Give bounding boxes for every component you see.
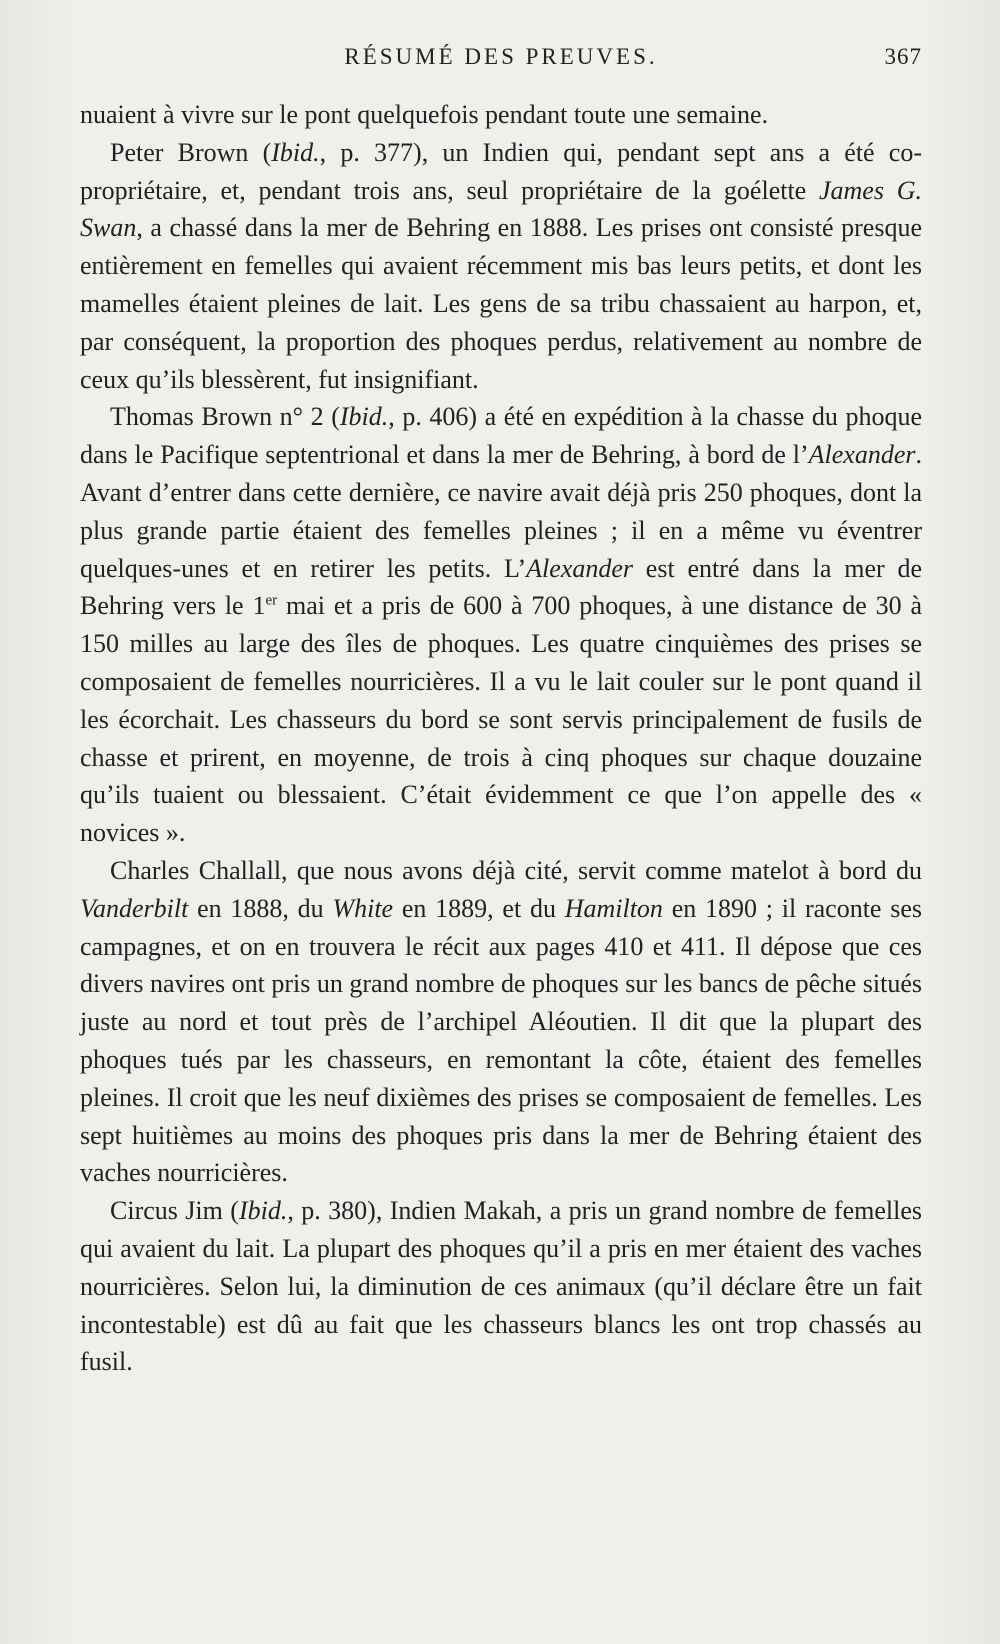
italic-run: Alexander [526,553,634,583]
italic-run: James G. Swan [80,175,922,243]
text-run: , p. 380), Indien Makah, a pris un grand nombre de femelles qui avaient du lait. La plupart des phoques qu’il a pris en mer étaient des vaches nourricières. Selon lui, la diminution de ces animaux (qu’il déclare être un fait incontestable) est dû au fait que les chasseurs blancs les ont trop chassés au fusil. [80,1196,923,1377]
italic-run: Ibid. [271,137,320,167]
text-run: nuaient à vivre sur le pont quelquefois pendant toute une semaine. [80,100,769,129]
text-run: , a chassé dans la mer de Behring en 1888. Les prises ont consisté presque entièrement en femelles qui avaient récemment mis bas leurs petits, et dont les mamelles étaient pleines de lait. Les gens de sa tribu chassaient au harpon, et, par conséquent, la proportion des phoques perdus, relativement au nombre de ceux qu’ils blessèrent, fut insignifiant. [80,213,922,394]
text-run: Charles Challall, que nous avons déjà cité, servit comme matelot à bord du [110,855,922,885]
text-run: en 1889, et du [393,893,565,923]
paragraph-1 [80,96,922,134]
body-text [80,96,922,1381]
text-run: Circus Jim ( [110,1196,239,1226]
superscript-run: er [265,592,278,609]
text-run: mai et a pris de 600 à 700 phoques, à une distance de 30 à 150 milles au large des îles de phoques. Les quatre cinquièmes des prises se composaient de femelles nourricières. Il a vu le lait couler sur le pont quand il les écorchait. Les chasseurs du bord se sont servis principalement de fusils de chasse et prirent, en moyenne, de trois à cinq phoques sur chaque douzaine qu’ils tuaient ou blessaient. C’était évidemment ce que l’on appelle des « novices ». [80,591,923,848]
text-run: , p. 377), un Indien qui, pendant sept ans a été co-propriétaire, et, pendant trois ans, seul propriétaire de la goélette [80,137,922,205]
running-title: RÉSUMÉ DES PREUVES. [344,44,658,69]
page-number: 367 [884,44,922,69]
paragraph-3 [80,398,922,852]
italic-run: Hamilton [564,893,663,923]
text-run: en 1890 ; il raconte ses campagnes, et on en trouvera le récit aux pages 410 et 411. Il dépose que ces divers navires ont pris un grand nombre de phoques sur les bancs de pêche situés juste au nord et tout près de l’archipel Aléoutien. Il dit que la plupart des phoques tués par les chasseurs, en remontant la côte, étaient des femelles pleines. Il croit que les neuf dixièmes des prises se composaient de femelles. Les sept huitièmes au moins des phoques pris dans la mer de Behring étaient des vaches nourricières. [80,893,922,1188]
text-run: . Avant d’entrer dans cette dernière, ce navire avait déjà pris 250 phoques, dont la plus grande partie étaient des femelles pleines ; il en a même vu éventrer quelques-unes et en retirer les petits. L’ [80,440,922,583]
page-header [80,44,922,80]
paragraph-2 [80,134,922,399]
text-run: en 1888, du [188,893,333,923]
italic-run: Vanderbilt [80,893,189,923]
text-run: , p. 406) a été en expédition à la chasse du phoque dans le Pacifique septentrional et dans la mer de Behring, à bord de l’ [80,402,922,470]
italic-run: Ibid. [238,1196,288,1226]
italic-run: White [332,893,394,923]
paragraph-5 [80,1192,922,1381]
italic-run: Ibid. [339,402,389,432]
paragraph-4 [80,852,922,1192]
text-run: est entré dans la mer de Behring vers le 1 [80,553,922,621]
text-run: Peter Brown ( [110,137,272,167]
italic-run: Alexander [808,440,916,470]
text-run: Thomas Brown n° 2 ( [110,402,340,432]
